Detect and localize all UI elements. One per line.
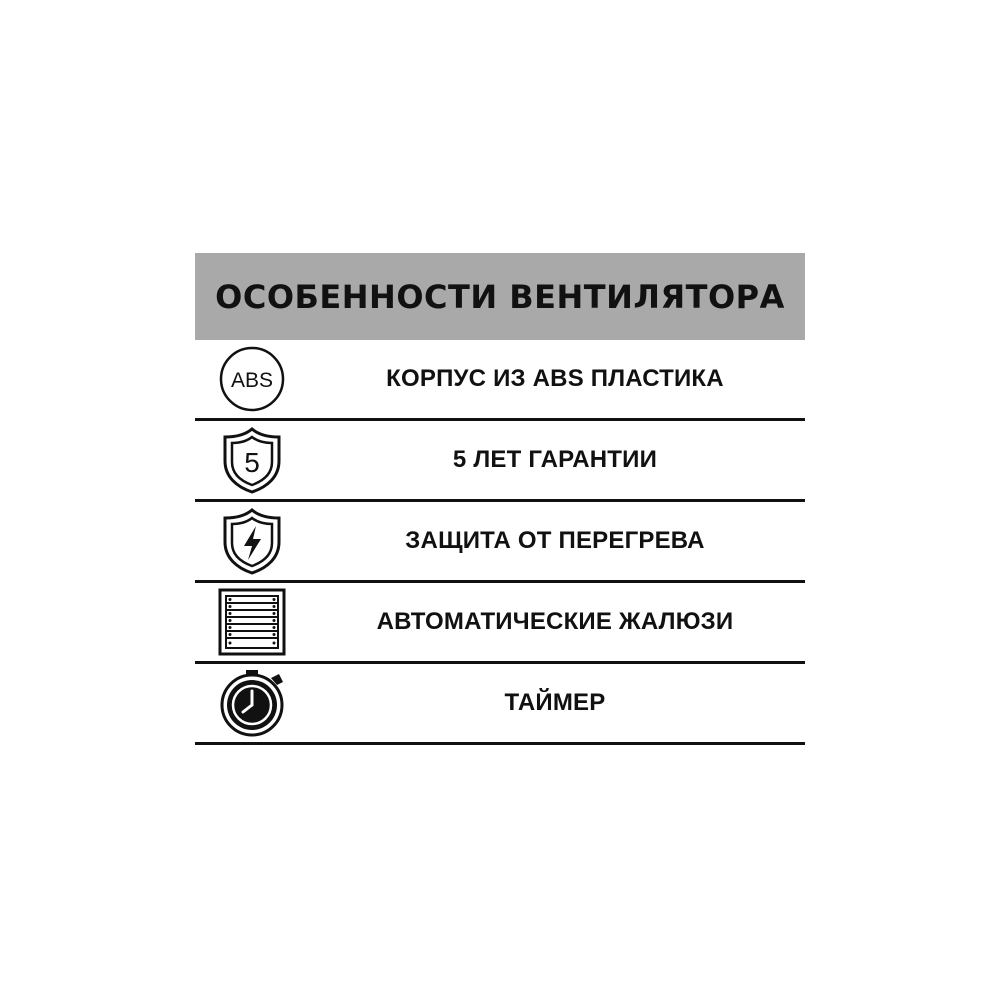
- feature-row-abs: [195, 340, 805, 421]
- feature-row-timer: [195, 664, 805, 745]
- feature-label-overheat: ЗАЩИТА ОТ ПЕРЕГРЕВА: [405, 527, 705, 554]
- features-header: [195, 253, 805, 340]
- feature-row-warranty: [195, 421, 805, 502]
- feature-row-louvers: [195, 583, 805, 664]
- abs-icon-text: ABS: [230, 369, 274, 392]
- shield-lightning-icon: [217, 506, 287, 576]
- feature-label-louvers: АВТОМАТИЧЕСКИЕ ЖАЛЮЗИ: [376, 608, 734, 635]
- feature-row-overheat: [195, 502, 805, 583]
- shield-five-icon: [217, 425, 287, 495]
- features-table: [195, 253, 805, 745]
- feature-label-warranty: 5 ЛЕТ ГАРАНТИИ: [452, 446, 658, 473]
- page-title: ОСОБЕННОСТИ ВЕНТИЛЯТОРА: [215, 277, 785, 316]
- feature-label-abs: КОРПУС ИЗ ABS ПЛАСТИКА: [386, 365, 724, 392]
- feature-label-timer: ТАЙМЕР: [504, 689, 606, 716]
- warranty-icon-text: 5: [244, 447, 260, 478]
- abs-circle-icon: [217, 344, 287, 414]
- stopwatch-icon: [217, 668, 287, 738]
- louvers-icon: [217, 587, 287, 657]
